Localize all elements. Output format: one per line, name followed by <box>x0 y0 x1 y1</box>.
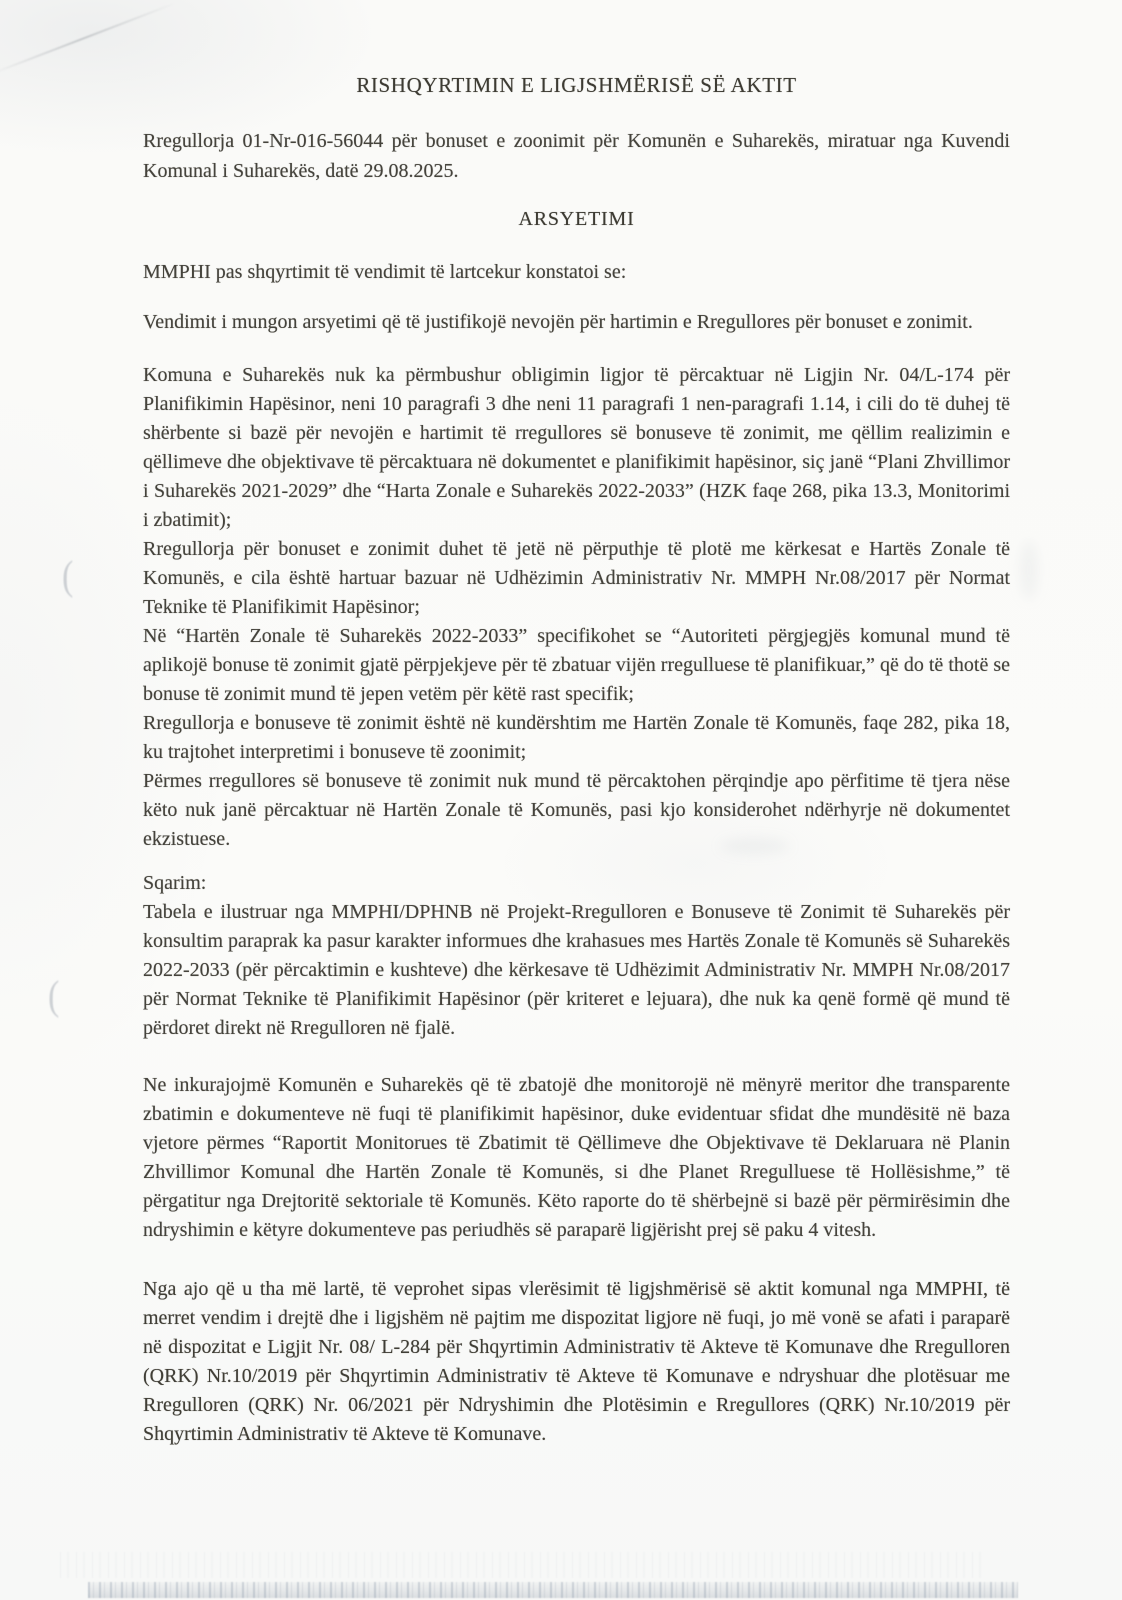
finding-item: Përmes rregullores së bonuseve të zonimit nuk mund të përcaktohen përqindje apo përfitime të tjera nëse këto nuk janë përcaktuar në Hartën Zonale të Komunës, pasi kjo konsiderohet ndërhyrje në dokumentet ekzistuese. <box>143 770 1010 850</box>
finding-item: Komuna e Suharekës nuk ka përmbushur obligimin ligjor të përcaktuar në Ligjin Nr. 04/L-174 për Planifikimin Hapësinor, neni 10 paragrafi 3 dhe neni 11 paragrafi 1 nen-paragrafi 1.14, i cili do të duhej të shërbente si bazë për nevojën e hartimit të rregullores së bonuseve të zonimit, me qëllim realizimin e qëllimeve dhe objektivave të përcaktuara në dokumentet e planifikimit hapësinor, siç janë “Plani Zhvillimor i Suharekës 2021-2029” dhe “Harta Zonale e Suharekës 2022-2033” (HZK faqe 268, pika 13.3, Monitorimi i zbatimit); <box>143 364 1010 531</box>
lead-statement: MMPHI pas shqyrtimit të vendimit të lartcekur konstatoi se: <box>143 261 627 283</box>
conclusion-paragraph: Nga ajo që u tha më lartë, të veprohet sipas vlerësimit të ligjshmërisë së aktit komunal nga MMPHI, të merret vendim i drejtë dhe i ligjshëm në pajtim me dispozitat ligjore në fuqi, jo më vonë se afati i paraparë në dispozitat e Ligjit Nr. 08/ L-284 për Shqyrtimin Administrativ të Akteve të Komunave dhe Rregulloren (QRK) Nr.10/2019 për Shqyrtimin Administrativ të Akteve të Komunave e ndryshuar dhe plotësuar me Rregulloren (QRK) Nr. 06/2021 për Ndryshimin dhe Plotësimin e Rregullores (QRK) Nr.10/2019 për Shqyrtimin Administrativ të Akteve të Komunave. <box>143 1278 1010 1445</box>
clarification-label: Sqarim: <box>143 872 207 894</box>
finding-intro-paragraph: Vendimit i mungon arsyetimi që të justifikojë nevojën për hartimin e Rregullores për bonuset e zonimit. <box>143 311 973 333</box>
findings-block <box>143 361 1010 854</box>
margin-paren-mark: ( <box>48 974 60 1019</box>
intro-paragraph: Rregullorja 01-Nr-016-56044 për bonuset e zoonimit për Komunën e Suharekës, miratuar nga Kuvendi Komunal i Suharekës, datë 29.08.2025. <box>143 130 1010 182</box>
document-body <box>143 0 1010 1449</box>
encouragement-paragraph: Ne inkurajojmë Komunën e Suharekës që të zbatojë dhe monitorojë në mënyrë meritor dhe transparente zbatimin e dokumenteve në fuqi të planifikimit hapësinor, duke evidentuar sfidat dhe mundësitë në baza vjetore përmes “Raportit Monitorues të Zbatimit të Qëllimeve dhe Objektivave të Deklaruara në Planin Zhvillimor Komunal dhe Hartën Zonale të Komunës, si dhe Planet Rregulluese të Hollësishme,” të përgatitur nga Drejtoritë sektoriale të Komunës. Këto raporte do të shërbejnë si bazë për përmirësimin dhe ndryshimin e këtyre dokumenteve pas periudhës së paraparë ligjërisht prej së paku 4 vitesh. <box>143 1074 1010 1241</box>
scan-smudge <box>1020 540 1038 600</box>
section-heading-arsyetimi: ARSYETIMI <box>518 208 635 230</box>
scan-noise-band <box>88 1582 1018 1598</box>
scan-noise-band <box>60 1552 982 1578</box>
document-title: RISHQYRTIMIN E LIGJSHMËRISË SË AKTIT <box>356 73 797 97</box>
finding-item: Rregullorja për bonuset e zonimit duhet të jetë në përputhje të plotë me kërkesat e Hartës Zonale të Komunës, e cila është hartuar bazuar në Udhëzimin Administrativ Nr. MMPH Nr.08/2017 për Normat Teknike të Planifikimit Hapësinor; <box>143 538 1010 618</box>
margin-paren-mark: ( <box>62 554 74 599</box>
finding-item: Në “Hartën Zonale të Suharekës 2022-2033” specifikohet se “Autoriteti përgjegjës komunal mund të aplikojë bonuse të zonimit gjatë përpjekjeve për të zbatuar vijën rregulluese të planifikuar,” që do të thotë se bonuse të zonimit mund të jepen vetëm për këtë rast specifik; <box>143 625 1010 705</box>
clarification-paragraph: Tabela e ilustruar nga MMPHI/DPHNB në Projekt-Rregulloren e Bonuseve të Zonimit të Suharekës për konsultim paraprak ka pasur karakter informues dhe krahasues mes Hartës Zonale të Komunës së Suharekës 2022-2033 (për përcaktimin e kushteve) dhe kërkesave të Udhëzimit Administrativ Nr. MMPH Nr.08/2017 për Normat Teknike të Planifikimit Hapësinor (për kriteret e lejuara), dhe nuk ka qenë formë që mund të përdoret direkt në Rregulloren në fjalë. <box>143 901 1010 1039</box>
finding-item: Rregullorja e bonuseve të zonimit është në kundërshtim me Hartën Zonale të Komunës, faqe 282, pika 18, ku trajtohet interpretimi i bonuseve të zoonimit; <box>143 712 1010 763</box>
